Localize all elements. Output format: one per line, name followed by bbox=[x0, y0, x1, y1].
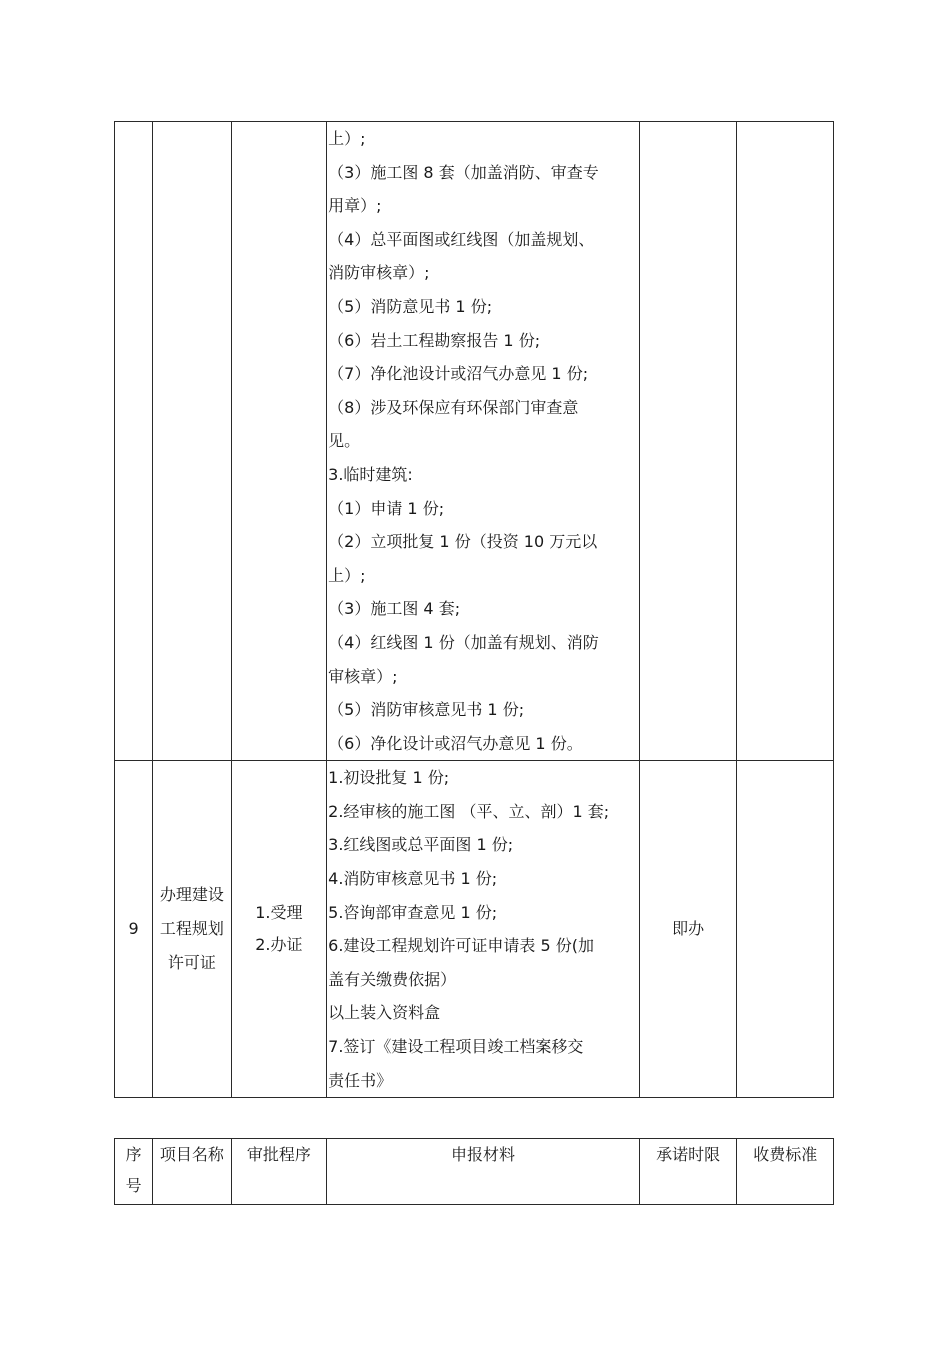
fee-cell bbox=[737, 761, 834, 1098]
material-line: （5）消防意见书 1 份; bbox=[328, 296, 493, 316]
header-seq-line: 序 bbox=[125, 1145, 142, 1164]
material-line: （8）涉及环保应有环保部门审查意 bbox=[328, 397, 579, 417]
material-line: （2）立项批复 1 份（投资 10 万元以 bbox=[328, 532, 598, 552]
time-limit-cell bbox=[639, 122, 737, 761]
material-line: （6）净化设计或沼气办意见 1 份。 bbox=[328, 733, 583, 753]
seq-cell: 9 bbox=[115, 761, 153, 1098]
material-line: 3.红线图或总平面图 1 份; bbox=[328, 835, 514, 855]
materials-cell bbox=[327, 122, 640, 761]
project-name-line: 办理建设 bbox=[159, 885, 224, 905]
material-line: 6.建设工程规划许可证申请表 5 份(加 bbox=[328, 936, 595, 956]
material-line: 用章）; bbox=[328, 196, 382, 216]
approval-items-table bbox=[114, 121, 834, 1098]
material-line: 1.初设批复 1 份; bbox=[328, 768, 450, 788]
material-line: （6）岩土工程勘察报告 1 份; bbox=[328, 330, 541, 350]
material-line: 审核章）; bbox=[328, 666, 398, 686]
procedure-step: 2.办证 bbox=[255, 935, 303, 955]
header-materials: 申报材料 bbox=[327, 1139, 640, 1205]
procedure-step: 1.受理 bbox=[255, 903, 303, 923]
header-procedure: 审批程序 bbox=[231, 1139, 327, 1205]
header-fee: 收费标准 bbox=[737, 1139, 834, 1205]
header-project-name: 项目名称 bbox=[153, 1139, 231, 1205]
material-line: 3.临时建筑: bbox=[328, 464, 413, 484]
table-row-9 bbox=[115, 761, 834, 1098]
procedure-cell bbox=[231, 122, 327, 761]
material-line: （3）施工图 8 套（加盖消防、审查专 bbox=[328, 162, 599, 182]
materials-list bbox=[327, 122, 639, 760]
material-line: （4）总平面图或红线图（加盖规划、 bbox=[328, 229, 595, 249]
material-line: （1）申请 1 份; bbox=[328, 498, 445, 518]
material-line: 盖有关缴费依据） bbox=[328, 969, 457, 989]
header-seq bbox=[115, 1139, 153, 1205]
header-seq-line: 号 bbox=[125, 1176, 142, 1195]
material-line: （3）施工图 4 套; bbox=[328, 599, 461, 619]
material-line: 消防审核章）; bbox=[328, 263, 430, 283]
time-limit-cell: 即办 bbox=[639, 761, 737, 1098]
material-line: 责任书》 bbox=[328, 1070, 393, 1090]
material-line: （7）净化池设计或沼气办意见 1 份; bbox=[328, 364, 589, 384]
material-line: （4）红线图 1 份（加盖有规划、消防 bbox=[328, 632, 599, 652]
name-cell bbox=[153, 122, 231, 761]
fee-cell bbox=[737, 122, 834, 761]
material-line: （5）消防审核意见书 1 份; bbox=[328, 700, 525, 720]
project-name-line: 工程规划 bbox=[159, 919, 224, 939]
material-line: 以上装入资料盒 bbox=[328, 1003, 441, 1023]
header-time-limit: 承诺时限 bbox=[639, 1139, 737, 1205]
project-name-cell bbox=[153, 761, 231, 1098]
material-line: 5.咨询部审查意见 1 份; bbox=[328, 902, 498, 922]
material-line: 4.消防审核意见书 1 份; bbox=[328, 869, 498, 889]
seq-cell bbox=[115, 122, 153, 761]
table-header-repeat bbox=[114, 1138, 834, 1205]
material-line: 2.经审核的施工图 （平、立、剖）1 套; bbox=[328, 801, 610, 821]
materials-list bbox=[327, 761, 639, 1097]
table-row-continuation bbox=[115, 122, 834, 761]
material-line: 见。 bbox=[328, 431, 361, 451]
material-line: 上）; bbox=[328, 565, 366, 585]
procedure-cell bbox=[231, 761, 327, 1098]
project-name-line: 许可证 bbox=[167, 953, 216, 973]
materials-cell bbox=[327, 761, 640, 1098]
material-line: 7.签订《建设工程项目竣工档案移交 bbox=[328, 1037, 584, 1057]
material-line: 上）; bbox=[328, 129, 366, 148]
header-row bbox=[115, 1139, 834, 1205]
